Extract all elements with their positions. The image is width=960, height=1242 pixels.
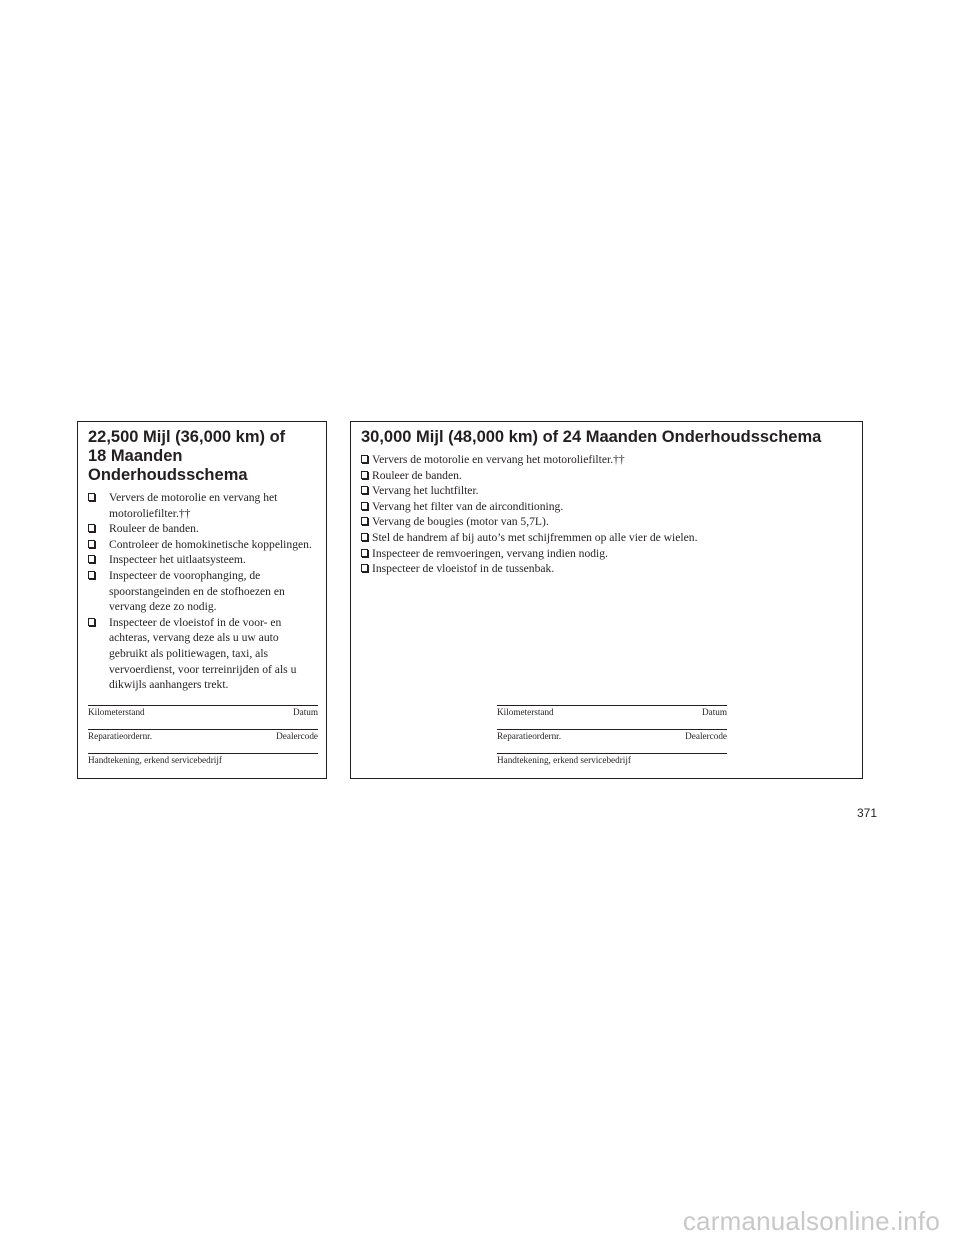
checkbox-icon[interactable]: [361, 471, 368, 479]
dealer-code-label: Dealercode: [276, 731, 318, 741]
task-item: Inspecteer de vloeistof in de tussenbak.: [361, 561, 854, 577]
date-label: Datum: [292, 707, 318, 717]
checkbox-icon[interactable]: [88, 571, 95, 579]
checkbox-icon[interactable]: [88, 524, 95, 532]
task-item: Vervang het luchtfilter.: [361, 483, 854, 499]
checkbox-icon[interactable]: [361, 549, 368, 557]
maintenance-schedule-22500: [77, 421, 327, 779]
watermark: carmanualsonline.info: [682, 1206, 940, 1236]
task-item: Inspecteer de vloeistof in de voor- en achteras, vervang deze als u uw auto gebruikt als politiewagen, taxi, als vervoerdienst, voor terreinrijden of als u dikwijls aanhangers trekt.: [88, 615, 318, 693]
checkbox-icon[interactable]: [88, 555, 95, 563]
checkbox-icon[interactable]: [88, 493, 95, 501]
checkbox-icon[interactable]: [361, 502, 368, 510]
task-item: Stel de handrem af bij auto’s met schijfremmen op alle vier de wielen.: [361, 530, 854, 546]
repair-order-label: Reparatieordernr.: [88, 731, 153, 741]
checkbox-icon[interactable]: [361, 455, 368, 463]
schedule-title-line-3: Onderhoudsschema: [88, 466, 248, 484]
task-list: [361, 452, 854, 577]
schedule-title-line-2: 18 Maanden: [88, 447, 183, 465]
mileage-label: Kilometerstand: [497, 707, 554, 717]
task-item: Inspecteer het uitlaatsysteem.: [88, 552, 318, 568]
mileage-label: Kilometerstand: [88, 707, 145, 717]
repair-order-line[interactable]: [88, 729, 318, 753]
date-label: Datum: [701, 707, 727, 717]
checkbox-icon[interactable]: [88, 618, 95, 626]
signature-label: Handtekening, erkend servicebedrijf: [497, 755, 631, 765]
signature-line[interactable]: [497, 753, 727, 777]
schedule-title: 30,000 Mijl (48,000 km) of 24 Maanden Onderhoudsschema: [361, 428, 822, 446]
task-item: Rouleer de banden.: [361, 468, 854, 484]
signature-line[interactable]: [88, 753, 318, 777]
schedule-title: [88, 428, 318, 485]
task-item: Inspecteer de remvoeringen, vervang indien nodig.: [361, 546, 854, 562]
signature-block: [497, 705, 727, 777]
signature-block: [88, 705, 318, 777]
task-list: [88, 490, 318, 693]
repair-order-line[interactable]: [497, 729, 727, 753]
mileage-date-line[interactable]: [88, 705, 318, 729]
checkbox-icon[interactable]: [361, 564, 368, 572]
schedule-title-line-1: 22,500 Mijl (36,000 km) of: [88, 428, 286, 446]
task-item: Ververs de motorolie en vervang het motoroliefilter.††: [361, 452, 854, 468]
task-item: Controleer de homokinetische koppelingen.: [88, 537, 318, 553]
repair-order-label: Reparatieordernr.: [497, 731, 562, 741]
task-item: Rouleer de banden.: [88, 521, 318, 537]
dealer-code-label: Dealercode: [685, 731, 727, 741]
checkbox-icon[interactable]: [361, 533, 368, 541]
signature-label: Handtekening, erkend servicebedrijf: [88, 755, 222, 765]
task-item: Inspecteer de voorophanging, de spoorstangeinden en de stofhoezen en vervang deze zo nodig.: [88, 568, 318, 615]
task-item: Vervang de bougies (motor van 5,7L).: [361, 514, 854, 530]
checkbox-icon[interactable]: [361, 517, 368, 525]
task-item: Vervang het filter van de airconditioning.: [361, 499, 854, 515]
page-number: 371: [857, 806, 878, 820]
checkbox-icon[interactable]: [361, 486, 368, 494]
checkbox-icon[interactable]: [88, 540, 95, 548]
maintenance-schedule-30000: [350, 421, 863, 779]
task-item: Ververs de motorolie en vervang het motoroliefilter.††: [88, 490, 318, 521]
mileage-date-line[interactable]: [497, 705, 727, 729]
